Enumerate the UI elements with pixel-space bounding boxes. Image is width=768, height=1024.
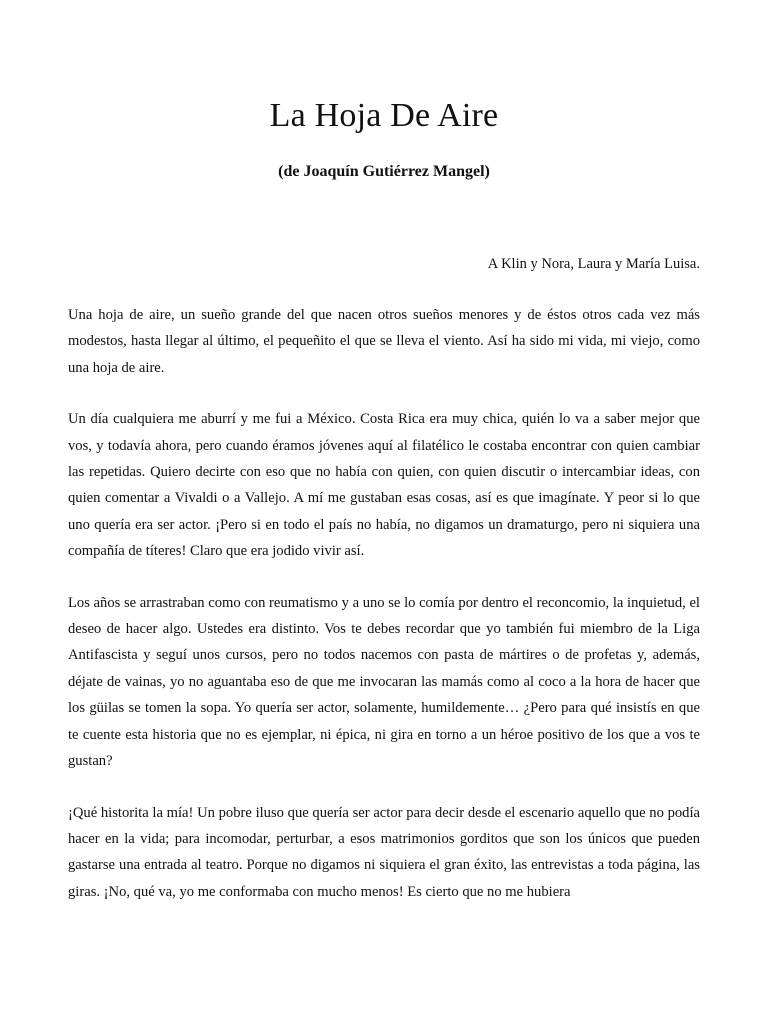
paragraph: Los años se arrastraban como con reumatismo y a uno se lo comía por dentro el reconcomio, la inquietud, el deseo de hacer algo. Ustedes era distinto. Vos te debes recordar que yo también fui miembro de la Liga Antifascista y seguí unos cursos, pero no todos nacemos con pasta de mártires o de profetas y, además, déjate de vainas, yo no aguantaba eso de que me invocaran las mamás como al coco a la hora de hacer que los güilas se tomen la sopa. Yo quería ser actor, solamente, humildemente… ¿Pero para qué insistís en que te cuente esta historia que no es ejemplar, ni épica, ni gira en torno a un héroe positivo de los que a vos te gustan?	[68, 594, 700, 770]
dedication: A Klin y Nora, Laura y María Luisa.	[487, 256, 700, 272]
paragraph: Una hoja de aire, un sueño grande del que nacen otros sueños menores y de éstos otros cada vez más modestos, hasta llegar al último, el pequeñito el que se lleva el viento. Así ha sido mi vida, mi viejo, como una hoja de aire.	[68, 307, 700, 376]
paragraph: ¡Qué historita la mía! Un pobre iluso que quería ser actor para decir desde el escenario aquello que no podía hacer en la vida; para incomodar, perturbar, a esos matrimonios gorditos que son los únicos que pueden gastarse una entrada al teatro. Porque no digamos ni siquiera el gran éxito, las entrevistas a toda página, las giras. ¡No, qué va, yo me conformaba con mucho menos! Es cierto que no me hubiera	[68, 804, 700, 900]
paragraph: Un día cualquiera me aburrí y me fui a México. Costa Rica era muy chica, quién lo va a saber mejor que vos, y todavía ahora, pero cuando éramos jóvenes aquí al filatélico le costaba encontrar con quien cambiar las repetidas. Quiero decirte con eso que no había con quien, con quien discutir o intercambiar ideas, con quien comentar a Vivaldi o a Vallejo. A mí me gustaban esas cosas, así es que imagínate. Y peor si lo que uno quería era ser actor. ¡Pero si en todo el país no había, no digamos un dramaturgo, pero ni siquiera una compañía de títeres! Claro que era jodido vivir así.	[68, 411, 700, 560]
body-text	[68, 302, 700, 930]
document-subtitle: (de Joaquín Gutiérrez Mangel)	[278, 163, 490, 180]
document-title: La Hoja De Aire	[269, 97, 499, 134]
